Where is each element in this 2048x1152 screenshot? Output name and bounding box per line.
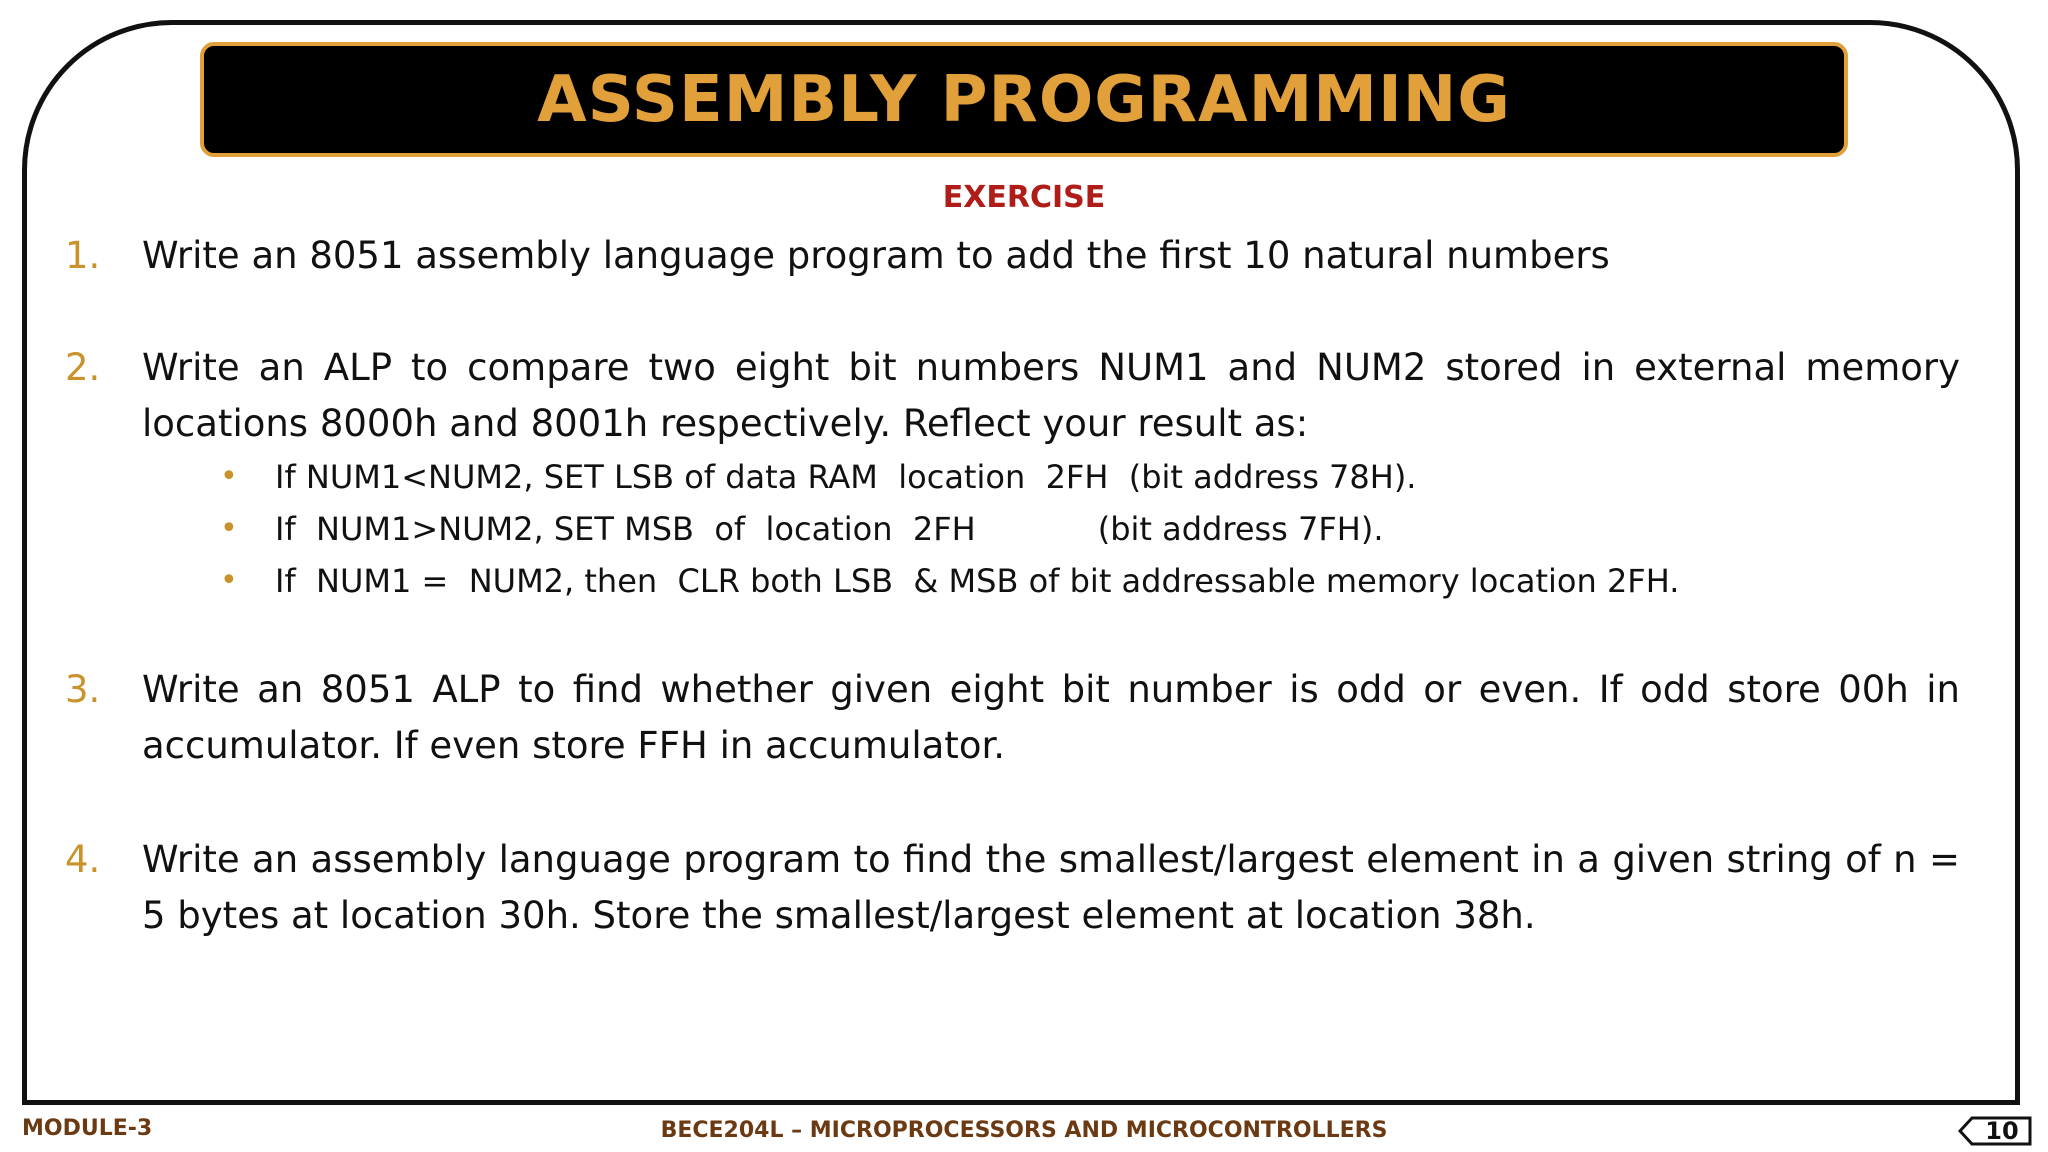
- exercise-number: 1.: [65, 234, 101, 277]
- exercise-text: Write an 8051 ALP to find whether given eight bit number is odd or even. If odd store 00h in accumulator. If even store FFH in accumulator.: [142, 668, 1960, 767]
- bullet-item: [220, 503, 1960, 555]
- slide-title: ASSEMBLY PROGRAMMING: [537, 62, 1511, 137]
- page-number-badge: [1958, 1116, 2032, 1146]
- bullet-item: [220, 451, 1960, 503]
- footer-module: MODULE-3: [22, 1116, 153, 1141]
- bullet-dot-icon: •: [220, 511, 238, 546]
- bullet-dot-icon: •: [220, 459, 238, 494]
- exercise-number: 2.: [65, 346, 101, 389]
- footer-course: BECE204L – MICROPROCESSORS AND MICROCONTROLLERS: [660, 1118, 1388, 1143]
- bullet-text: If NUM1>NUM2, SET MSB of location 2FH (bit address 7FH).: [275, 510, 1384, 548]
- exercise-text: Write an ALP to compare two eight bit numbers NUM1 and NUM2 stored in external memory locations 8000h and 8001h respectively. Reflect your result as:: [142, 346, 1960, 445]
- bullet-text: If NUM1<NUM2, SET LSB of data RAM location 2FH (bit address 78H).: [275, 458, 1417, 496]
- exercise-number: 3.: [65, 668, 101, 711]
- exercise-text: Write an assembly language program to find the smallest/largest element in a given string of n = 5 bytes at location 30h. Store the smallest/largest element at location 38h.: [142, 838, 1960, 937]
- bullet-item: [220, 555, 1960, 607]
- exercise-heading: EXERCISE: [942, 180, 1106, 215]
- page-number: 10: [1985, 1117, 2019, 1145]
- exercise-text: Write an 8051 assembly language program to add the first 10 natural numbers: [142, 234, 1610, 277]
- exercise-number: 4.: [65, 838, 101, 881]
- bullet-dot-icon: •: [220, 563, 238, 598]
- bullet-text: If NUM1 = NUM2, then CLR both LSB & MSB of bit addressable memory location 2FH.: [275, 562, 1680, 600]
